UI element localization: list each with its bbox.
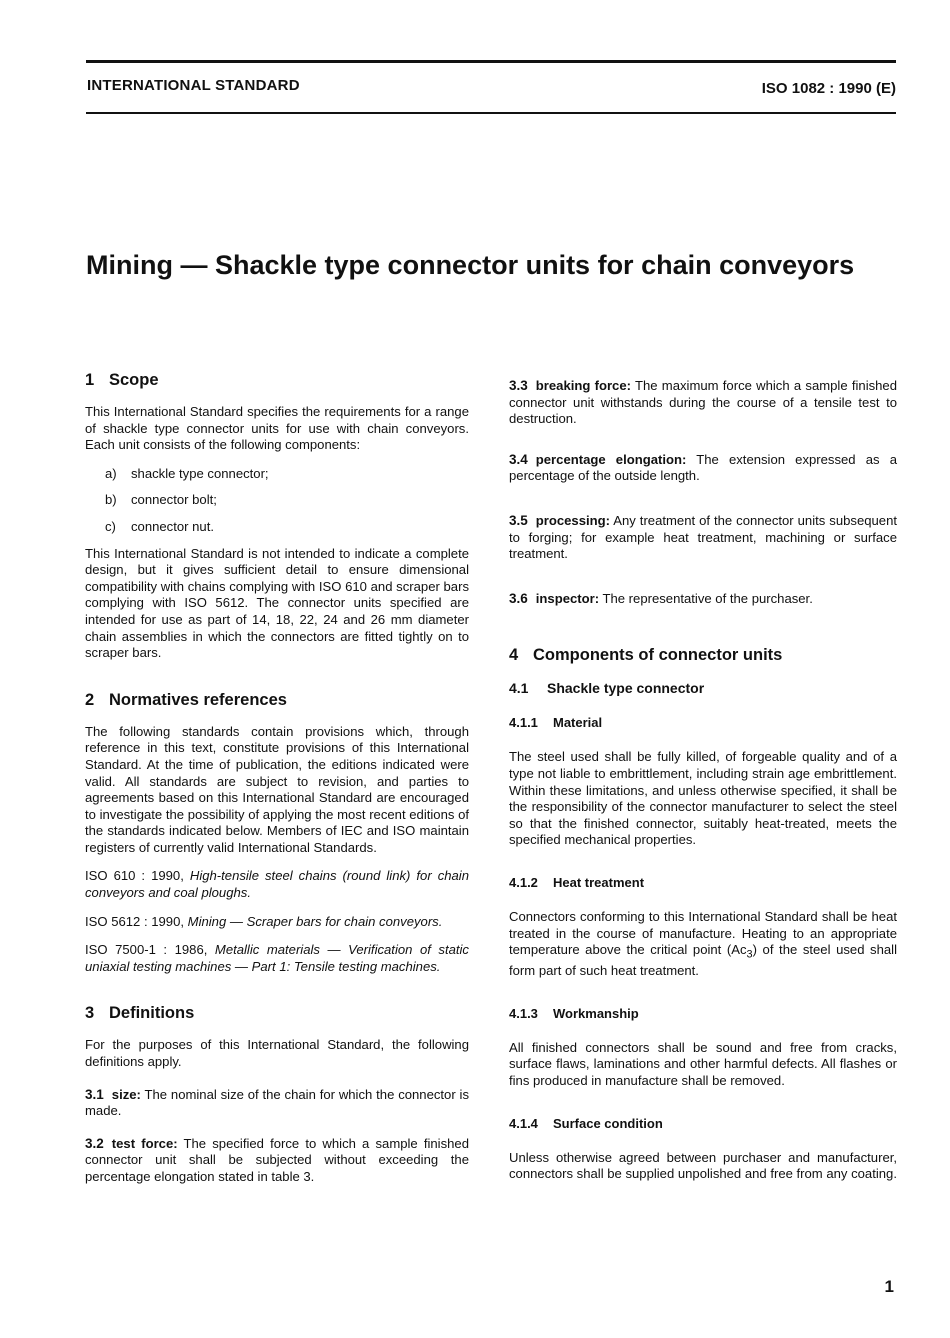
definition-item: 3.1 size: The nominal size of the chain for which the connector is made.	[85, 1086, 469, 1119]
definition-item: 3.4 percentage elongation: The extension expressed as a percentage of the outside length.	[509, 451, 897, 484]
scope-paragraph: This International Standard is not intended to indicate a complete design, but it gives sufficient detail to ensure dimensional compatibility with chains complying with ISO 610 and scraper bars complying with ISO 5612. The connector units specified are intended for use as part of 14, 18, 22, 24 and 26 mm diameter chain assemblies in which the connectors are fitted tightly on to scraper bars.	[85, 545, 469, 661]
reference-item: ISO 5612 : 1990, Mining — Scraper bars for chain conveyors.	[85, 913, 443, 929]
clause-material-heading: 4.1.1 Material	[509, 715, 603, 731]
clause-surface-heading: 4.1.4 Surface condition	[509, 1115, 663, 1131]
document-number: ISO 1082 : 1990 (E)	[761, 80, 896, 97]
section-normative-heading: 2 Normatives references	[85, 690, 287, 709]
surface-text: Unless otherwise agreed between purchaser and manufacturer, connectors shall be supplied unpolished and free from any coating.	[509, 1149, 897, 1182]
component-list	[85, 466, 469, 536]
normative-intro: The following standards contain provisions which, through reference in this text, constitute provisions of this International Standard. At the time of publication, the editions indicated were valid. All standards are subject to revision, and parties to agreements based on this International Standard are encouraged to investigate the possibility of applying the most recent editions of the standards indicated below. Members of IEC and ISO maintain registers of currently valid International Standards.	[85, 723, 469, 855]
clause-heat-treatment-heading: 4.1.2 Heat treatment	[509, 874, 645, 890]
document-type: INTERNATIONAL STANDARD	[87, 77, 300, 94]
list-item: b) connector bolt;	[105, 492, 217, 508]
section-components-heading: 4 Components of connector units	[509, 646, 783, 665]
left-column	[85, 370, 469, 1198]
section-scope-heading: 1 Scope	[85, 371, 159, 389]
material-text: The steel used shall be fully killed, of forgeable quality and of a type not liable to embrittlement, including strain age embrittlement. Within these limitations, and unless otherwise specified, it shall be the responsibility of the connector manufacturer to select the steel so that the finished connector, suitably heat-treated, meets the specified mechanical properties.	[509, 749, 897, 848]
page-number: 1	[884, 1277, 894, 1296]
definition-item: 3.2 test force: The specified force to which a sample finished connector unit shall be subjected without exceeding the percentage elongation stated in table 3.	[85, 1135, 469, 1184]
workmanship-text: All finished connectors shall be sound and free from cracks, surface flaws, laminations and other harmful defects. All flashes or fins produced in manufacture shall be removed.	[509, 1039, 897, 1089]
reference-item: ISO 7500-1 : 1986, Metallic materials — Verification of static uniaxial testing machines — Part 1: Tensile testing machines.	[85, 942, 469, 974]
header-rule-top	[86, 60, 896, 63]
section-definitions-heading: 3 Definitions	[85, 1004, 195, 1023]
page-title: Mining — Shackle type connector units for chain conveyors	[86, 250, 855, 280]
right-column	[509, 378, 897, 1195]
definition-item: 3.3 breaking force: The maximum force which a sample finished connector unit withstands during the course of a tensile test to destruction.	[509, 378, 897, 427]
list-item: a) shackle type connector;	[105, 465, 269, 481]
header-rule-bottom	[86, 112, 896, 114]
definition-item: 3.6 inspector: The representative of the purchaser.	[509, 590, 813, 606]
definitions-intro: For the purposes of this International Standard, the following definitions apply.	[85, 1037, 469, 1070]
subsection-shackle-heading: 4.1 Shackle type connector	[509, 680, 705, 697]
heat-treatment-text: Connectors conforming to this International Standard shall be heat treated in the course of manufacture. Heating to an appropriate temperature above the critical point $(Ac_3)$ of the steel used shall form part of such heat treatment.	[509, 908, 897, 979]
clause-workmanship-heading: 4.1.3 Workmanship	[509, 1005, 639, 1021]
list-item: c) connector nut.	[105, 518, 214, 534]
definition-item: 3.5 processing: Any treatment of the connector units subsequent to forging; for example heat treatment, machining or surface treatment.	[509, 512, 897, 562]
reference-item: ISO 610 : 1990, High-tensile steel chains (round link) for chain conveyors and coal ploughs.	[85, 868, 469, 901]
scope-intro: This International Standard specifies the requirements for a range of shackle type connector units for use with chain conveyors. Each unit consists of the following components:	[85, 404, 469, 453]
